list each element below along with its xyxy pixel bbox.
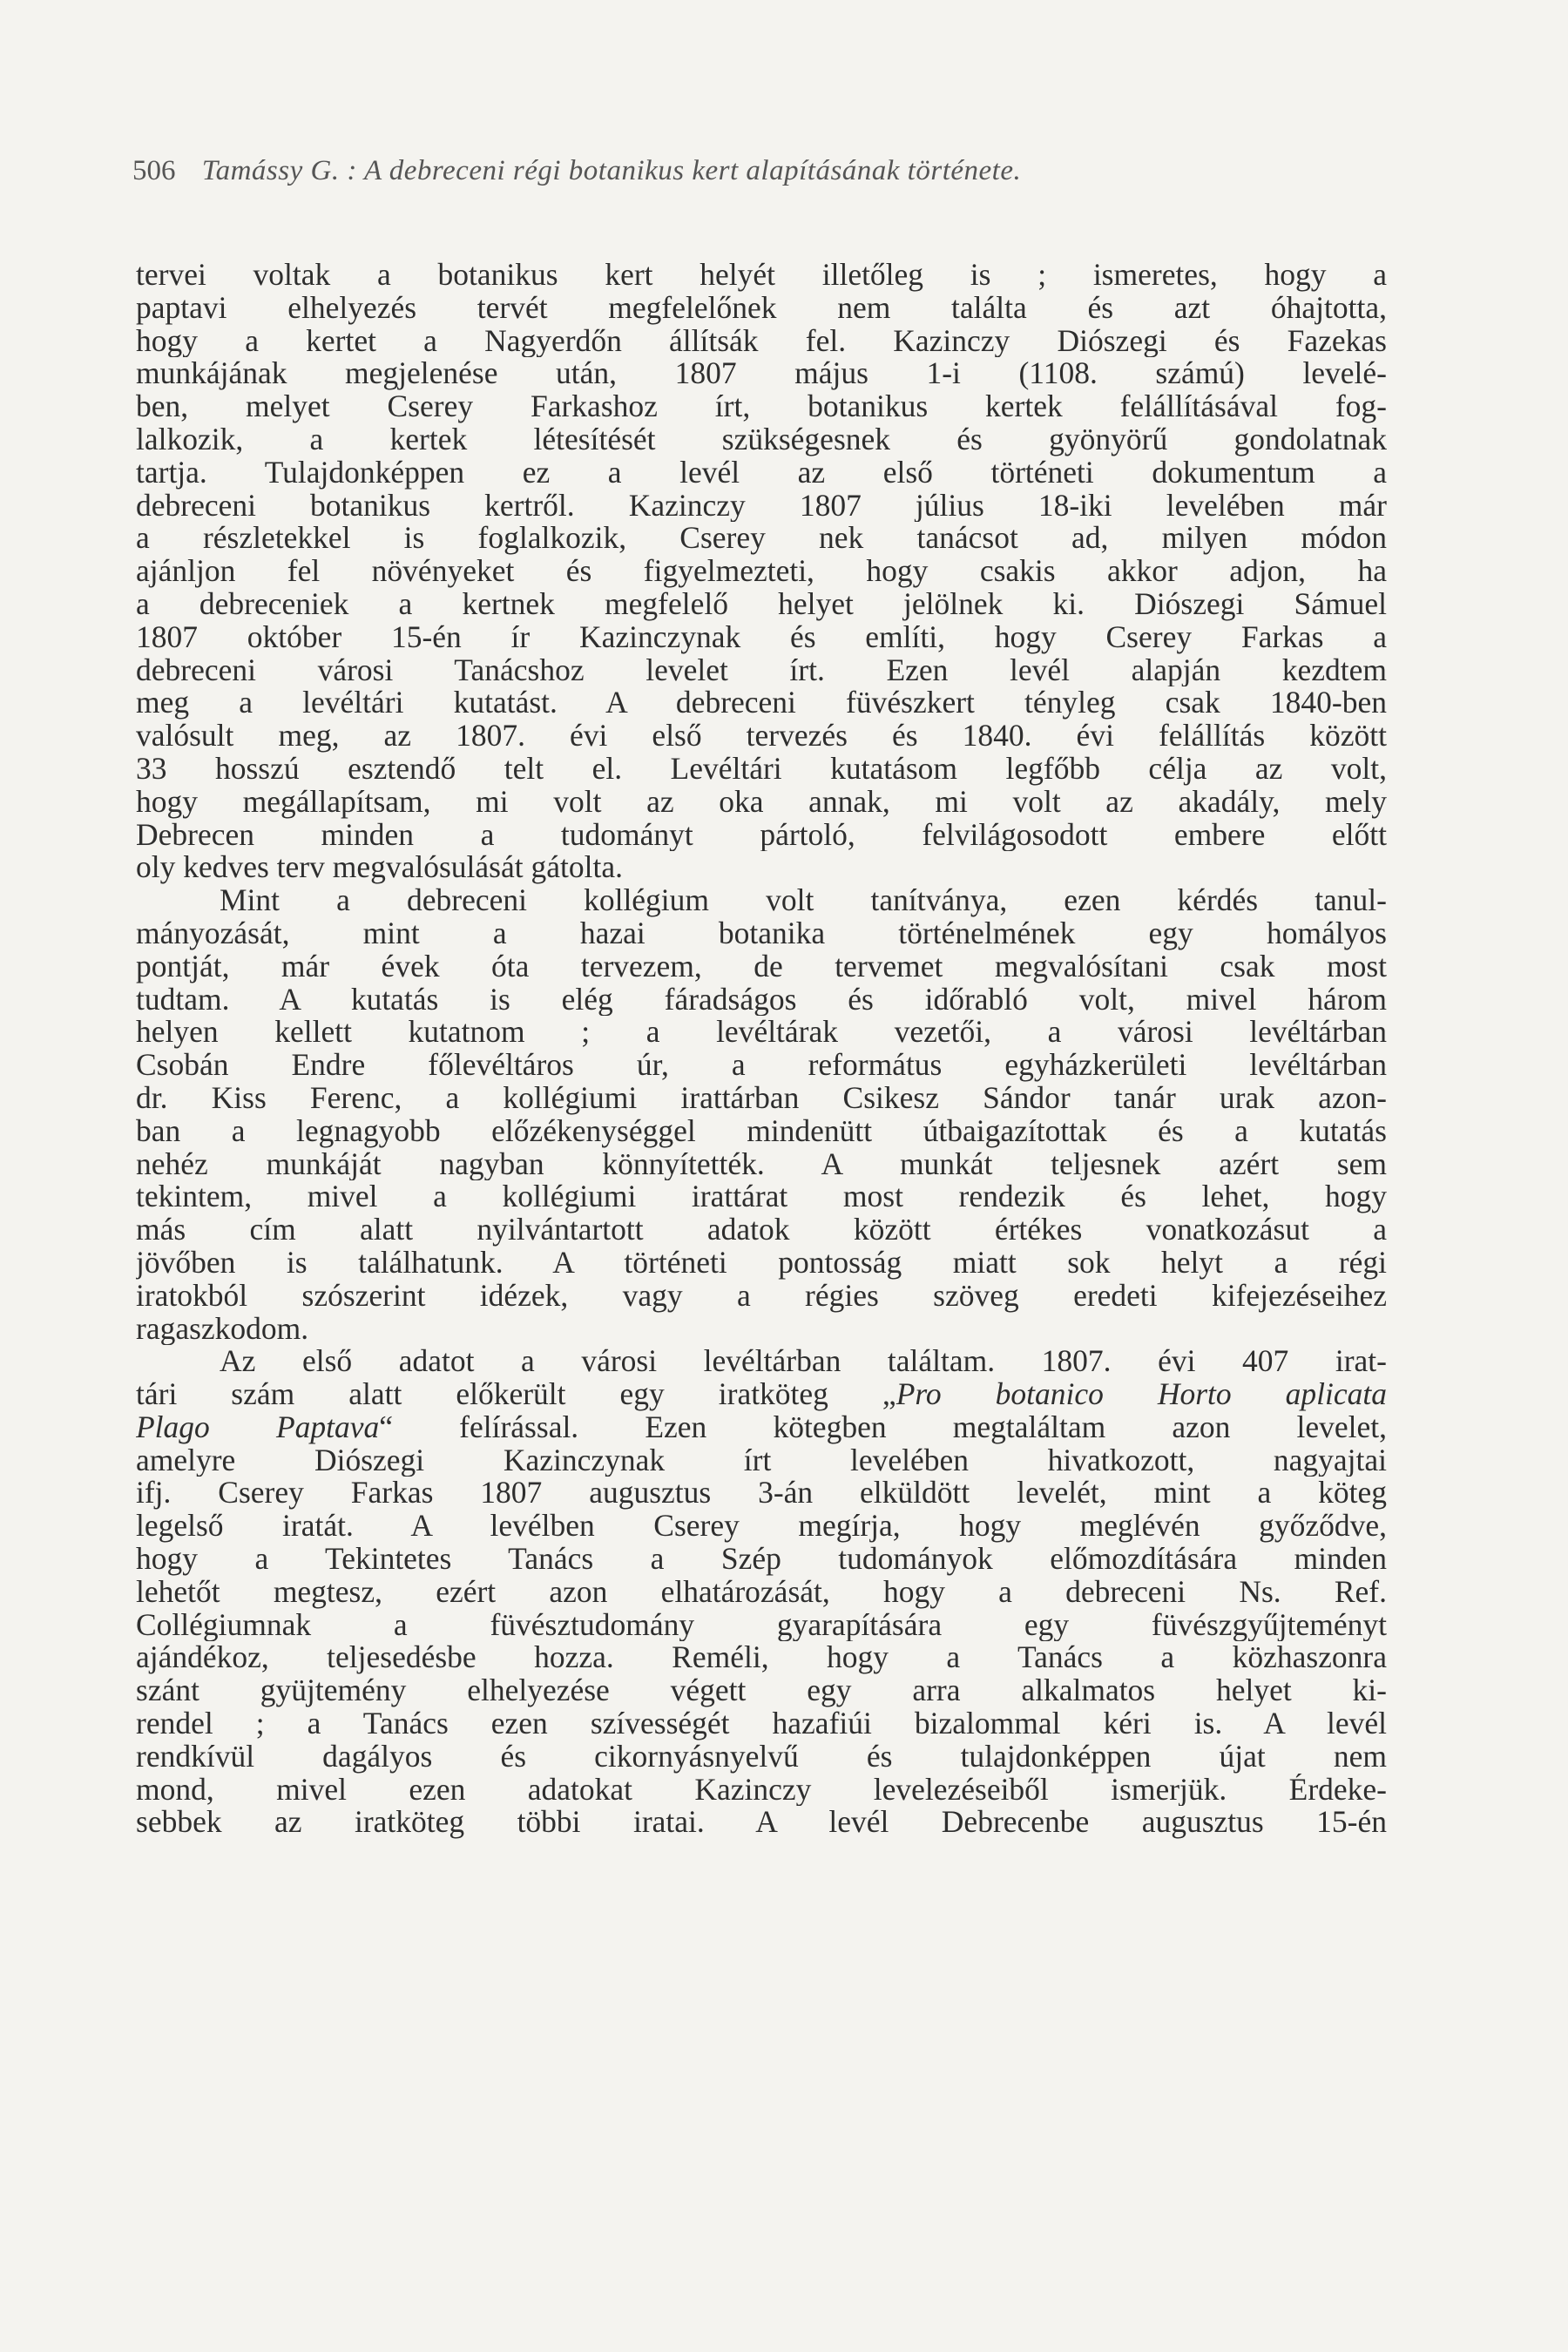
text-line: legelső iratát. A levélben Cserey megírja, hogy meglévén győződve, xyxy=(136,1510,1387,1544)
text-line: Collégiumnak a füvésztudomány gyarapítására egy füvészgyűjteményt xyxy=(136,1608,1387,1642)
text-line: mányozását, mint a hazai botanika történelmének egy homályos xyxy=(136,916,1387,950)
text-line: lalkozik, a kertek létesítését szükségesnek és gyönyörű gondolatnak xyxy=(136,422,1387,456)
text-line: rendkívül dagályos és cikornyásnyelvű és tulajdonképpen újat nem xyxy=(136,1740,1387,1774)
text-line: amelyre Diószegi Kazinczynak írt levelében hivatkozott, nagyajtai xyxy=(136,1443,1387,1477)
italic-title: Plago Paptava xyxy=(136,1410,380,1444)
text-line: dr. Kiss Ferenc, a kollégiumi irattárban Csikesz Sándor tanár urak azon- xyxy=(136,1081,1387,1115)
text-line: ajándékoz, teljesedésbe hozza. Reméli, hogy a Tanács a közhaszonra xyxy=(136,1641,1387,1675)
text-line: Az első adatot a városi levéltárban találtam. 1807. évi 407 irat- xyxy=(220,1345,1387,1379)
text-line: mond, mivel ezen adatokat Kazinczy levelezéseiből ismerjük. Érdeke- xyxy=(136,1773,1387,1807)
running-head xyxy=(132,153,1404,188)
text-line: hogy a kertet a Nagyerdőn állítsák fel. Kazinczy Diószegi és Fazekas xyxy=(136,324,1387,358)
text-line: ragaszkodom. xyxy=(136,1312,309,1346)
text-line: Debrecen minden a tudományt pártoló, felvilágosodott embere előtt xyxy=(136,818,1387,852)
text-line: a debreceniek a kertnek megfelelő helyet jelölnek ki. Diószegi Sámuel xyxy=(136,587,1387,621)
text-line: ifj. Cserey Farkas 1807 augusztus 3-án elküldött levelét, mint a köteg xyxy=(136,1477,1387,1511)
text-line: ban a legnagyobb előzékenységgel mindenütt útbaigazítottak és a kutatás xyxy=(136,1114,1387,1148)
text-line: debreceni botanikus kertről. Kazinczy 1807 július 18-iki levelében már xyxy=(136,489,1387,523)
text-line: 33 hosszú esztendő telt el. Levéltári kutatásom legfőbb célja az volt, xyxy=(136,752,1387,786)
text-line: szánt gyüjtemény elhelyezése végett egy arra alkalmatos helyet ki- xyxy=(136,1674,1387,1708)
text-line xyxy=(136,1378,1387,1411)
text-line: hogy megállapítsam, mi volt az oka annak, mi volt az akadály, mely xyxy=(136,785,1387,819)
italic-title: Pro botanico Horto aplicata xyxy=(896,1378,1387,1411)
text-line: tekintem, mivel a kollégiumi irattárat most rendezik és lehet, hogy xyxy=(136,1180,1387,1214)
text-line: debreceni városi Tanácshoz levelet írt. Ezen levél alapján kezdtem xyxy=(136,653,1387,687)
text-line: Csobán Endre főlevéltáros úr, a református egyházkerületi levéltárban xyxy=(136,1049,1387,1082)
text-line: a részletekkel is foglalkozik, Cserey nek tanácsot ad, milyen módon xyxy=(136,522,1387,556)
text-line: pontját, már évek óta tervezem, de tervemet megvalósítani csak most xyxy=(136,950,1387,983)
text-line: sebbek az iratköteg többi iratai. A levél Debrecenbe augusztus 15-én xyxy=(136,1806,1387,1840)
page-number: 506 xyxy=(132,155,176,186)
text-line: helyen kellett kutatnom ; a levéltárak vezetői, a városi levéltárban xyxy=(136,1016,1387,1050)
running-title: Tamássy G. : A debreceni régi botanikus kert alapításának története. xyxy=(201,155,1022,186)
body-text xyxy=(136,259,1387,1839)
text-line: Mint a debreceni kollégium volt tanítványa, ezen kérdés tanul- xyxy=(220,884,1387,917)
text-line xyxy=(136,1411,1387,1444)
text-line: hogy a Tekintetes Tanács a Szép tudományok előmozdítására minden xyxy=(136,1543,1387,1576)
text-line: ajánljon fel növényeket és figyelmezteti, hogy csakis akkor adjon, ha xyxy=(136,555,1387,588)
text-line: iratokból szószerint idézek, vagy a régies szöveg eredeti kifejezéseihez xyxy=(136,1279,1387,1313)
text-line: más cím alatt nyilvántartott adatok között értékes vonatkozásut a xyxy=(136,1213,1387,1247)
text-line: ben, melyet Cserey Farkashoz írt, botanikus kertek felállításával fog- xyxy=(136,390,1387,423)
text-line: tervei voltak a botanikus kert helyét illetőleg is ; ismeretes, hogy a xyxy=(136,259,1387,292)
text-line: valósult meg, az 1807. évi első tervezés és 1840. évi felállítás között xyxy=(136,720,1387,753)
text-line: meg a levéltári kutatást. A debreceni füvészkert tényleg csak 1840-ben xyxy=(136,686,1387,720)
text-line: jövőben is találhatunk. A történeti pontosság miatt sok helyt a régi xyxy=(136,1246,1387,1280)
text-line: paptavi elhelyezés tervét megfelelőnek nem találta és azt óhajtotta, xyxy=(136,291,1387,325)
text-line: lehetőt megtesz, ezért azon elhatározását, hogy a debreceni Ns. Ref. xyxy=(136,1575,1387,1609)
text-line: nehéz munkáját nagyban könnyítették. A munkát teljesnek azért sem xyxy=(136,1147,1387,1181)
text-line: rendel ; a Tanács ezen szívességét hazafiúi bizalommal kéri is. A levél xyxy=(136,1707,1387,1740)
text-run: tári szám alatt előkerült egy iratköteg „ xyxy=(136,1378,896,1411)
text-line: tartja. Tulajdonképpen ez a levél az első történeti dokumentum a xyxy=(136,456,1387,490)
text-run: “ felírással. Ezen kötegben megtaláltam azon levelet, xyxy=(379,1410,1387,1444)
text-line: tudtam. A kutatás is elég fáradságos és időrabló volt, mivel három xyxy=(136,983,1387,1017)
text-line: munkájának megjelenése után, 1807 május 1-i (1108. számú) levelé- xyxy=(136,357,1387,391)
text-line: 1807 október 15-én ír Kazinczynak és említi, hogy Cserey Farkas a xyxy=(136,620,1387,654)
text-line: oly kedves terv megvalósulását gátolta. xyxy=(136,851,623,885)
